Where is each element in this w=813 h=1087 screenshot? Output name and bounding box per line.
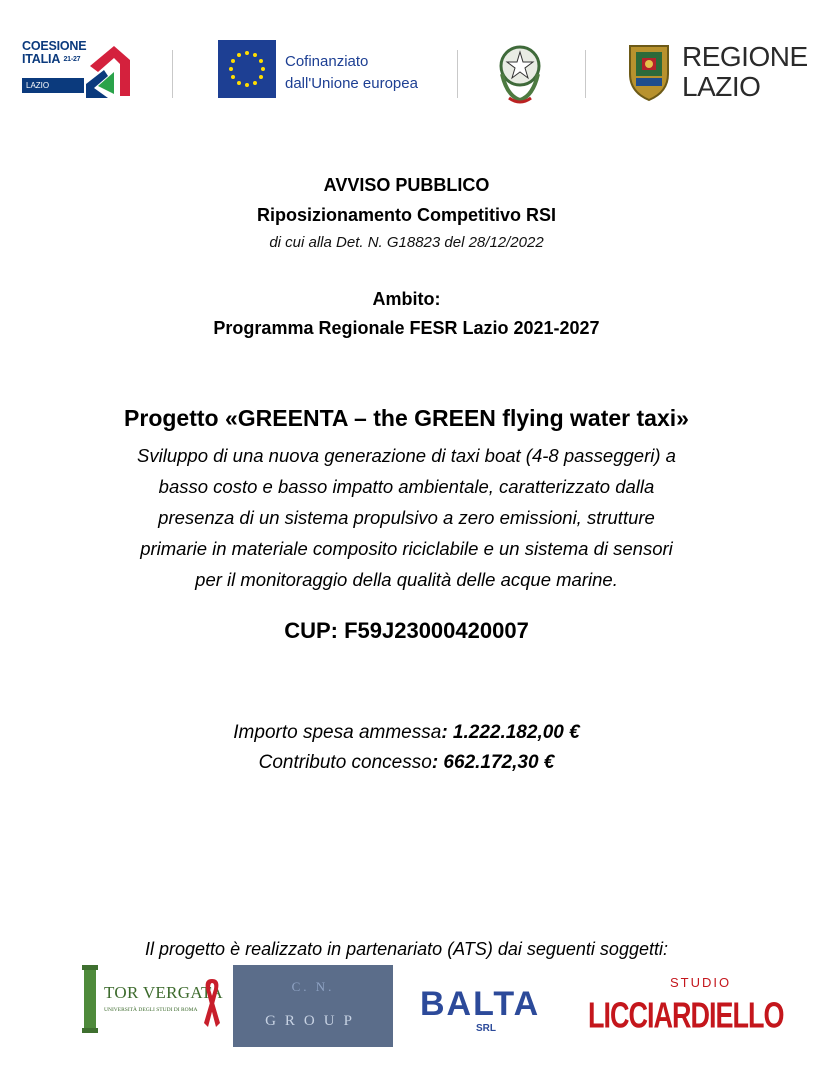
italian-republic-emblem-icon (497, 36, 543, 108)
description-line: presenza di un sistema propulsivo a zero emissioni, strutture (158, 507, 655, 528)
contribution-amount-row (0, 750, 813, 776)
contribution-value: : 662.172,30 € (431, 752, 555, 773)
cn-group-logo (233, 965, 393, 1047)
balta-name: BALTA (420, 985, 541, 1023)
notice-title: AVVISO PUBBLICO (323, 175, 490, 195)
coesione-line1: COESIONE (22, 39, 87, 53)
scope-value: Programma Regionale FESR Lazio 2021-2027 (213, 318, 600, 338)
eu-line1: Cofinanziato (285, 53, 369, 70)
tor-vergata-name: TOR VERGATA (104, 983, 223, 1002)
description-line: per il monitoraggio della qualità delle acque marine. (195, 569, 618, 590)
licciardiello-name: LICCIARDIELLO (588, 995, 784, 1036)
red-ribbon-icon (202, 975, 222, 1031)
scope-label: Ambito: (372, 289, 441, 309)
coesione-chevron-icon (84, 42, 132, 100)
expense-label: Importo spesa ammessa (233, 722, 442, 743)
notice-determination: di cui alla Det. N. G18823 del 28/12/2022 (269, 234, 544, 251)
coesione-lazio-badge: LAZIO (22, 78, 84, 93)
eu-flag-icon (218, 40, 276, 98)
notice-subtitle: Riposizionamento Competitivo RSI (256, 205, 556, 225)
expense-value: : 1.222.182,00 € (441, 722, 580, 743)
description-line: primarie in materiale composito riciclabile e un sistema di sensori (140, 538, 673, 559)
balta-suffix: SRL (476, 1023, 496, 1034)
coesione-italia-logo (22, 40, 132, 102)
expense-amount-row (0, 720, 813, 746)
coesione-years: 21-27 (63, 56, 81, 63)
header-divider (457, 50, 458, 98)
cup-code: CUP: F59J23000420007 (284, 618, 529, 643)
eu-cofinanced-text (285, 51, 418, 95)
regione-line2: LAZIO (682, 71, 761, 102)
tor-vergata-pillar-icon (80, 965, 100, 1033)
eu-line2: dall'Unione europea (285, 75, 418, 92)
tor-vergata-logo (80, 965, 222, 1033)
contribution-label: Contributo concesso (258, 752, 432, 773)
header-divider (172, 50, 173, 98)
header-divider (585, 50, 586, 98)
description-line: basso costo e basso impatto ambientale, caratterizzato dalla (158, 476, 655, 497)
partners-intro: Il progetto è realizzato in partenariato (ATS) dai seguenti soggetti: (145, 939, 668, 959)
coesione-line2: ITALIA $^{21-27}$ (22, 52, 81, 66)
studio-label: STUDIO (670, 975, 732, 990)
balta-logo (420, 985, 560, 1040)
regione-lazio-emblem-icon (626, 40, 672, 102)
tor-vergata-subtitle: UNIVERSITÀ DEGLI STUDI DI ROMA (104, 1007, 198, 1013)
description-line: Sviluppo di una nuova generazione di taxi boat (4-8 passeggeri) a (137, 445, 676, 466)
project-title: Progetto «GREENTA – the GREEN flying water taxi» (124, 405, 689, 431)
studio-licciardiello-logo (588, 975, 784, 1045)
cn-group-initials: C. N. (291, 979, 335, 994)
cn-group-name: GROUP (265, 1013, 361, 1029)
regione-line1: REGIONE (682, 41, 808, 72)
regione-lazio-wordmark (682, 42, 808, 102)
project-description (40, 440, 773, 595)
